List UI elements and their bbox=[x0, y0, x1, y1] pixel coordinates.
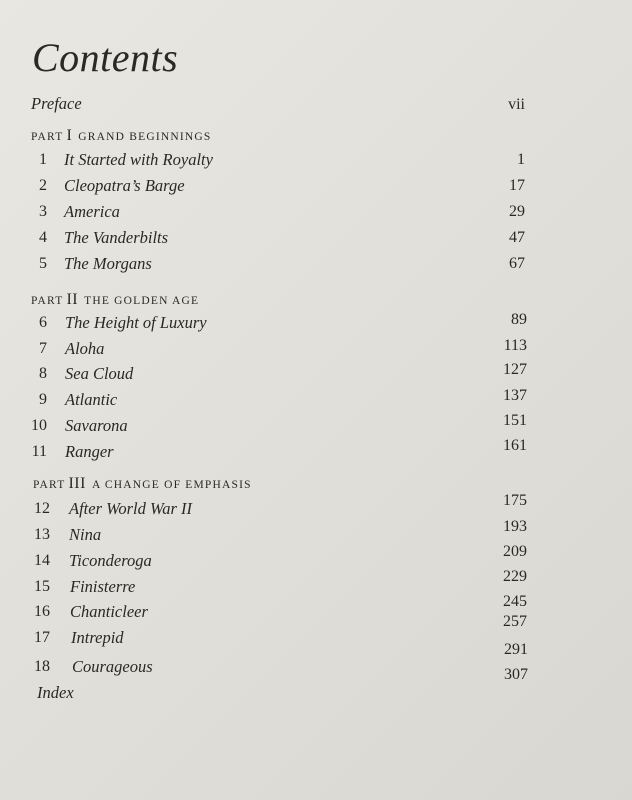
preface-label: Preface bbox=[31, 94, 82, 113]
part-heading: PART I GRAND BEGINNINGS bbox=[31, 127, 212, 144]
preface-page: vii bbox=[508, 96, 525, 113]
index-label: Index bbox=[37, 683, 74, 702]
part-heading: PART II THE GOLDEN AGE bbox=[31, 291, 200, 308]
page-title: Contents bbox=[32, 35, 179, 80]
contents-page: Contents Preface vii PART I GRAND BEGINNINGS 1 It Started with Royalty 1 2 Cleopatra’s Barge 17 3 America 29 4 The Vanderbilts 47 5 The Morgans 67 PART II THE GOLDEN AGE 6 The Height of Luxury 89 7 Aloha 113 8 Sea Cloud 127 9 Atlantic 137 10 Savarona 151 11 Ranger 161 PART III A CHANGE OF EMPHASIS 12 After World War II 175 13 Nina 193 14 Ticonderoga 209 15 Finisterre 229 16 Chanticleer 245 17 Intrepid 257 18 Courageous 291 Index 307 bbox=[31, 35, 528, 702]
index-page: 307 bbox=[504, 666, 528, 683]
part-heading: PART III A CHANGE OF EMPHASIS bbox=[33, 475, 252, 492]
